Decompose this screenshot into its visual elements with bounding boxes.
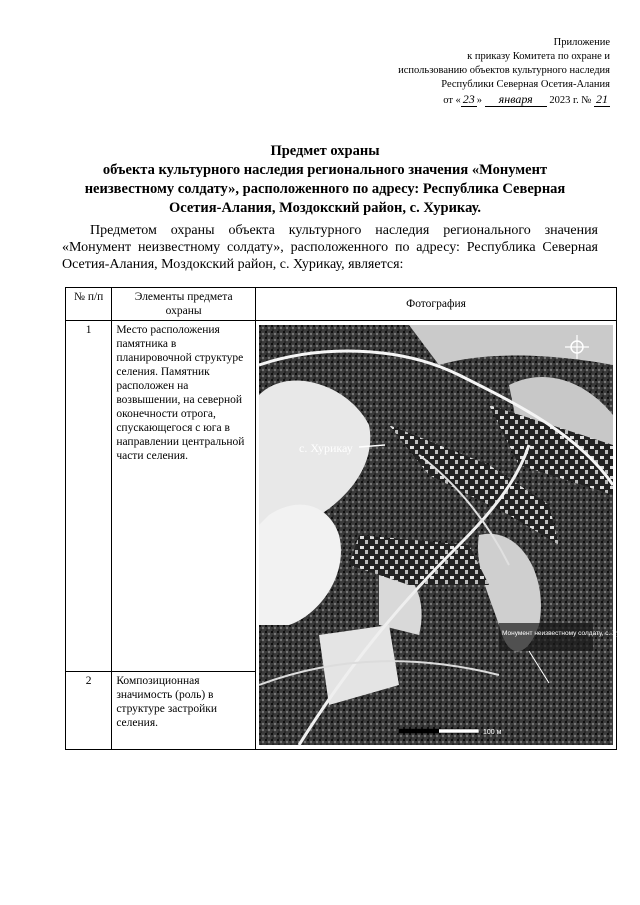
row-1-text: Место расположения памятника в планировочной структуре селения. Памятник расположен на возвышении, на северной оконечности отрога, спускающегося с юга в направлении центральной части селения. <box>112 321 256 672</box>
document-title <box>60 142 590 218</box>
order-number: 21 <box>596 92 608 106</box>
date-day: 23 <box>462 92 475 106</box>
intro-paragraph: Предметом охраны объекта культурного наследия регионального значения «Монумент неизвестному солдату», расположенного по адресу: Республика Северная Осетия-Алания, Моздокский район, с. Хурикау, является: <box>62 223 598 272</box>
header-line-2: к приказу Комитета по охране и <box>467 51 610 62</box>
protection-table <box>65 287 637 750</box>
header-elements: Элементы предмета охраны <box>112 288 256 321</box>
scale-label: 100 м <box>483 729 502 736</box>
photo-cell <box>256 321 637 750</box>
header-photo: Фотография <box>256 288 617 321</box>
header-date-line <box>310 92 610 108</box>
header-line-4: Республики Северная Осетия-Алания <box>441 79 610 90</box>
row-2-text: Композиционная значимость (роль) в структуре застройки селения. <box>112 671 256 749</box>
date-sep: » <box>476 95 483 106</box>
date-prefix: от « <box>443 95 461 106</box>
row-1-num: 1 <box>66 321 112 672</box>
map-object-label: Монумент неизвестному солдату, с. Хурикау <box>502 630 637 637</box>
date-year: 2023 г. № <box>549 95 592 106</box>
title-line-1: Предмет охраны <box>270 143 380 159</box>
table-row <box>66 321 617 672</box>
header-line-3: использованию объектов культурного наследия <box>398 65 610 76</box>
document-header <box>310 36 610 108</box>
header-num: № п/п <box>66 288 112 321</box>
header-line-1: Приложение <box>553 37 610 48</box>
map-village-label: с. Хурикау <box>299 441 353 455</box>
title-line-2: объекта культурного наследия регионального значения «Монумент неизвестному солдату», расположенного по адресу: Республика Северная Осетия-Алания, Моздокский район, с. Хурикау. <box>84 162 566 216</box>
satellite-map-image <box>259 325 637 745</box>
row-2-num: 2 <box>66 671 112 749</box>
date-month: января <box>485 92 547 107</box>
table-header-row <box>66 288 617 321</box>
